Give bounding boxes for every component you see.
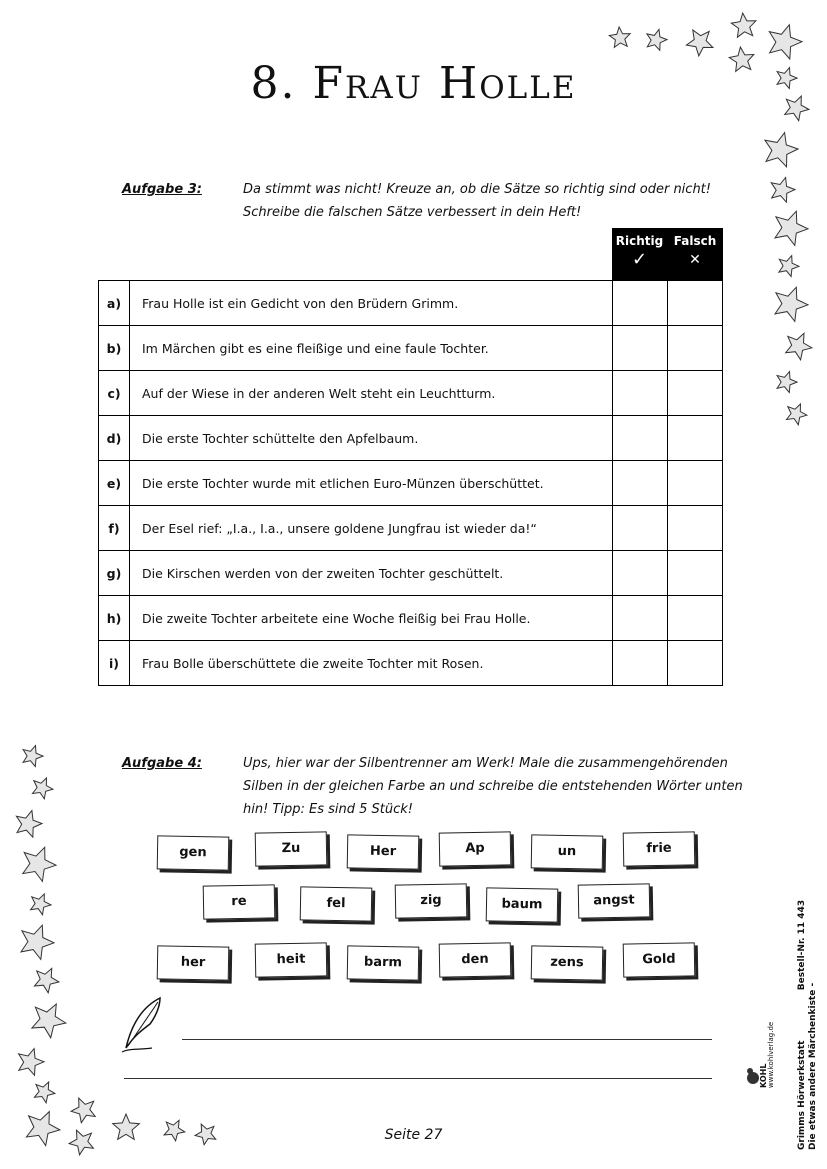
table-row [99, 641, 723, 686]
statement-text: Die zweite Tochter arbeitete eine Woche fleißig bei Frau Holle. [130, 596, 613, 641]
falsch-checkbox[interactable] [668, 326, 723, 371]
richtig-checkbox[interactable] [613, 641, 668, 686]
star-icon [71, 1098, 95, 1123]
richtig-checkbox[interactable] [613, 371, 668, 416]
table-row [99, 551, 723, 596]
star-icon [19, 1049, 44, 1076]
star-icon [686, 30, 713, 56]
statement-text: Frau Holle ist ein Gedicht von den Brüdern Grimm. [130, 281, 613, 326]
syllable-card[interactable]: un [531, 834, 604, 869]
falsch-checkbox[interactable] [668, 371, 723, 416]
task4-instruction-line: Ups, hier war der Silbentrenner am Werk! Male die zusammengehörenden [243, 756, 728, 771]
row-letter: c) [99, 371, 130, 416]
cross-icon: ✕ [689, 252, 701, 268]
star-icon [771, 178, 795, 203]
row-letter: h) [99, 596, 130, 641]
publisher-name: KOHL [759, 1063, 768, 1088]
star-icon [35, 968, 59, 992]
task4-instruction-line: Silben in der gleichen Farbe an und schreibe die entstehenden Wörter unten [243, 779, 743, 794]
syllable-card[interactable]: frie [623, 831, 696, 866]
table-row [99, 506, 723, 551]
syllable-card[interactable]: heit [255, 942, 328, 977]
richtig-checkbox[interactable] [613, 461, 668, 506]
richtig-checkbox[interactable] [613, 506, 668, 551]
falsch-checkbox[interactable] [668, 551, 723, 596]
richtig-checkbox[interactable] [613, 326, 668, 371]
row-letter: i) [99, 641, 130, 686]
page-number: Seite 27 [384, 1127, 443, 1143]
statement-table [98, 280, 723, 686]
statement-text: Die Kirschen werden von der zweiten Tochter geschüttelt. [130, 551, 613, 596]
syllable-card[interactable]: fel [300, 886, 373, 921]
table-row [99, 461, 723, 506]
syllable-card[interactable]: gen [157, 835, 230, 870]
falsch-checkbox[interactable] [668, 596, 723, 641]
table-row [99, 371, 723, 416]
syllable-card[interactable]: angst [578, 883, 651, 918]
star-icon [23, 847, 56, 881]
series-subtitle: Die etwas andere Märchenkiste [808, 989, 818, 1150]
statement-text: Der Esel rief: „I.a., I.a., unsere goldene Jungfrau ist wieder da!“ [130, 506, 613, 551]
star-icon [23, 746, 43, 767]
star-icon [765, 133, 798, 167]
table-row [99, 326, 723, 371]
statement-text: Die erste Tochter schüttelte den Apfelbaum. [130, 416, 613, 461]
star-icon [775, 287, 808, 321]
falsch-checkbox[interactable] [668, 641, 723, 686]
star-icon [34, 1082, 55, 1103]
statement-text: Die erste Tochter wurde mit etlichen Euro-Münzen überschüttet. [130, 461, 613, 506]
answer-line[interactable] [182, 1039, 712, 1040]
syllable-card[interactable]: her [157, 945, 230, 980]
star-icon [787, 404, 807, 425]
task4-instructions [243, 752, 743, 821]
row-letter: a) [99, 281, 130, 326]
richtig-checkbox[interactable] [613, 416, 668, 461]
task3-instructions [243, 178, 711, 224]
series-info: Grimms Hörwerkstatt Bestell-Nr. 11 443 Die etwas andere Märchenkiste - [797, 899, 818, 1150]
star-icon [32, 1004, 66, 1038]
richtig-checkbox[interactable] [613, 281, 668, 326]
star-icon [33, 778, 53, 799]
task4-label: Aufgabe 4: [122, 756, 202, 771]
series-title: Grimms Hörwerkstatt [797, 1040, 807, 1150]
syllable-card[interactable]: Gold [623, 942, 696, 977]
star-icon [647, 29, 667, 50]
publisher-logo [745, 1020, 775, 1090]
quill-icon [120, 996, 164, 1056]
syllable-card[interactable]: zig [395, 883, 468, 918]
star-icon [786, 333, 812, 360]
richtig-checkbox[interactable] [613, 551, 668, 596]
table-row [99, 416, 723, 461]
falsch-checkbox[interactable] [668, 281, 723, 326]
star-icon [731, 13, 756, 37]
row-letter: e) [99, 461, 130, 506]
row-letter: b) [99, 326, 130, 371]
row-letter: g) [99, 551, 130, 596]
richtig-checkbox[interactable] [613, 596, 668, 641]
task3-label: Aufgabe 3: [122, 182, 202, 197]
star-icon [21, 925, 54, 959]
falsch-checkbox[interactable] [668, 506, 723, 551]
star-icon [609, 27, 630, 47]
star-icon [779, 256, 799, 277]
publisher-website: www.kohlverlag.de [767, 1021, 775, 1088]
task3-instruction-line: Da stimmt was nicht! Kreuze an, ob die Sätze so richtig sind oder nicht! [243, 182, 711, 197]
statement-text: Frau Bolle überschüttete die zweite Tochter mit Rosen. [130, 641, 613, 686]
syllable-card[interactable]: Zu [255, 831, 328, 866]
statement-text: Auf der Wiese in der anderen Welt steht ein Leuchtturm. [130, 371, 613, 416]
row-letter: f) [99, 506, 130, 551]
falsch-checkbox[interactable] [668, 461, 723, 506]
syllable-card[interactable]: baum [486, 887, 559, 922]
star-icon [31, 894, 51, 915]
page-title: 8. Frau Holle [250, 58, 577, 109]
row-letter: d) [99, 416, 130, 461]
syllable-card[interactable]: barm [347, 945, 420, 980]
answer-line[interactable] [124, 1078, 712, 1079]
table-row [99, 596, 723, 641]
syllable-card[interactable]: den [439, 942, 512, 977]
table-row [99, 281, 723, 326]
star-icon [769, 25, 802, 59]
falsch-checkbox[interactable] [668, 416, 723, 461]
column-header-richtig [612, 228, 667, 280]
task3-instruction-line: Schreibe die falschen Sätze verbessert in dein Heft! [243, 205, 582, 220]
syllable-card[interactable]: Ap [439, 831, 512, 866]
richtig-label: Richtig [615, 234, 664, 248]
syllable-card[interactable]: zens [531, 945, 604, 980]
checkmark-icon: ✓ [631, 249, 648, 270]
syllable-card[interactable]: Her [347, 834, 420, 869]
falsch-label: Falsch [673, 234, 717, 248]
star-icon [777, 372, 797, 393]
column-header-falsch [667, 228, 723, 280]
syllable-card[interactable]: re [203, 884, 276, 919]
statement-text: Im Märchen gibt es eine fleißige und eine faule Tochter. [130, 326, 613, 371]
star-icon [16, 811, 42, 838]
task4-instruction-line: hin! Tipp: Es sind 5 Stück! [243, 802, 414, 817]
order-number: Bestell-Nr. 11 443 [797, 899, 807, 991]
star-icon [775, 211, 808, 245]
